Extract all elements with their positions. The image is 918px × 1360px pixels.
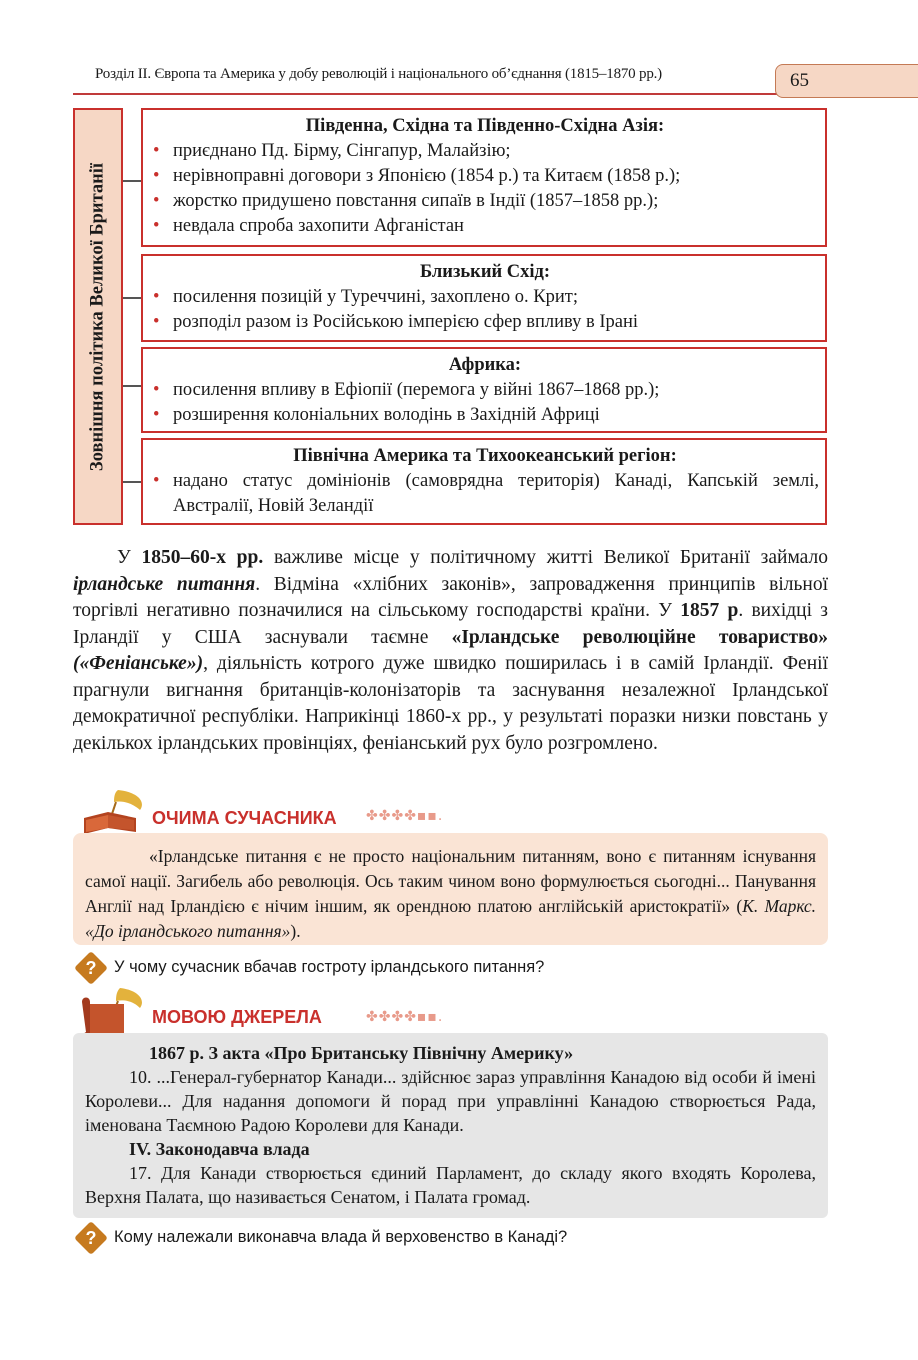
text-run-bold: «Ірландське революційне товариство» [451,626,829,648]
region-title: Африка: [448,355,522,375]
scheme-region-north-america [141,438,827,525]
region-item: • розподіл разом із Російською імперією сфер впливу в Ірані [151,310,819,335]
header-rule [73,93,777,95]
region-item: • посилення впливу в Ефіопії (перемога у війні 1867–1868 рр.); [151,378,819,403]
scheme-connector [123,297,141,299]
quote-attribution: К. Маркс. «До ірландського питання» [85,896,817,941]
region-title: Близький Схід: [419,262,551,282]
quote-text: ). [290,921,301,941]
text-run-bold-italic: ірландське питання [73,573,256,595]
question-mark-glyph: ? [85,958,97,978]
main-paragraph [73,545,828,757]
scheme-region-asia [141,108,827,247]
text-run: У [117,547,142,568]
question-source: Кому належали виконавча влада й верховенство в Канаді? [114,1228,568,1246]
ornament-dots: ✤✤✤✤▪▪. [366,808,444,824]
source-heading: 1867 р. З акта «Про Британську Північну Америку» [149,1043,574,1063]
contemporary-title: ОЧИМА СУЧАСНИКА [152,808,337,828]
ornament-dots: ✤✤✤✤▪▪. [366,1009,444,1025]
text-run: важливе місце у політичному житті Великої Британії займало [263,547,828,568]
region-item: • надано статус домініонів (самоврядна територія) Канаді, Капській землі, Австралії, Новій Зеландії [151,469,819,519]
region-item: • посилення позицій у Туреччині, захоплено о. Крит; [151,285,819,310]
text-run: , діяльність котрого дуже швидко поширилась і в самій Ірландії. Фенії прагнули вигнання британців-колонізаторів та заснування незалежної Ірландської демократичної республіки. Наприкінці 1860-х рр., у результаті поразки низки повстань у декількох ірландських провінціях, феніанський рух було розгромлено. [73,653,828,754]
scheme-region-middle-east [141,254,827,342]
question-contemporary: У чому сучасник вбачав гостроту ірландського питання? [114,958,545,976]
scheme-connector [123,385,141,387]
text-run: . Відміна «хлібних законів», запровадження принципів вільної торгівлі негативно позначилися на сільському господарстві країни. У [73,573,828,621]
region-title: Південна, Східна та Південно-Східна Азія: [305,116,665,136]
region-item: • нерівноправні договори з Японією (1854 р.) та Китаєм (1858 р.); [151,164,819,189]
scheme-side-label: Зовнішня політика Великої Британії [87,162,108,471]
region-item: • жорстко придушено повстання сипаїв в Індії (1857–1858 рр.); [151,189,819,214]
source-title: МОВОЮ ДЖЕРЕЛА [152,1007,322,1027]
scheme-region-africa [141,347,827,433]
source-box [73,1033,828,1218]
text-run-bold: 1857 р [680,600,739,621]
text-run: . вихідці з Ірландії у США заснували таємне [73,600,828,648]
region-item: • невдала спроба захопити Афганістан [151,214,819,239]
page-number: 65 [790,70,809,91]
region-title: Північна Америка та Тихоокеанський регіон: [293,446,677,466]
source-paragraph: 10. ...Генерал-губернатор Канади... здійснює зараз управління Канадою від особи й імені Королеви... Для надання допомоги й порад при управлінні Канадою створюється Рада, іменована Таємною Радою Королеви для Канади. [85,1067,816,1135]
quote-text: «Ірландське питання є не просто національним питанням, воно є питанням існування самої нації. Загибель або революція. Ось таким чином воно формулюється сьогодні... Панування Англії над Ірландією є нічим іншим, як орендною платою англійській аристократії» ( [85,846,816,916]
source-paragraph: 17. Для Канади створюється єдиний Парламент, до складу якого входять Королева, Верхня Палата, що називається Сенатом, і Палата громад. [85,1163,816,1207]
running-header: Розділ ІІ. Європа та Америка у добу революцій і національного об’єднання (1815–1870 рр.) [95,66,662,82]
contemporary-quote-box [73,833,828,945]
region-item: • приєднано Пд. Бірму, Сінгапур, Малайзію; [151,139,819,164]
source-subheading: IV. Законодавча влада [129,1139,310,1159]
quill-book-icon [78,788,148,838]
question-mark-glyph: ? [85,1228,97,1248]
text-run-bold-italic: («Феніанське») [73,653,204,674]
scheme-connector [123,481,141,483]
text-run-bold: 1850–60-х рр. [141,547,264,568]
region-item: • розширення колоніальних володінь в Західній Африці [151,403,819,428]
scheme-connector [123,180,141,182]
scheme-side-label-box [73,108,123,525]
